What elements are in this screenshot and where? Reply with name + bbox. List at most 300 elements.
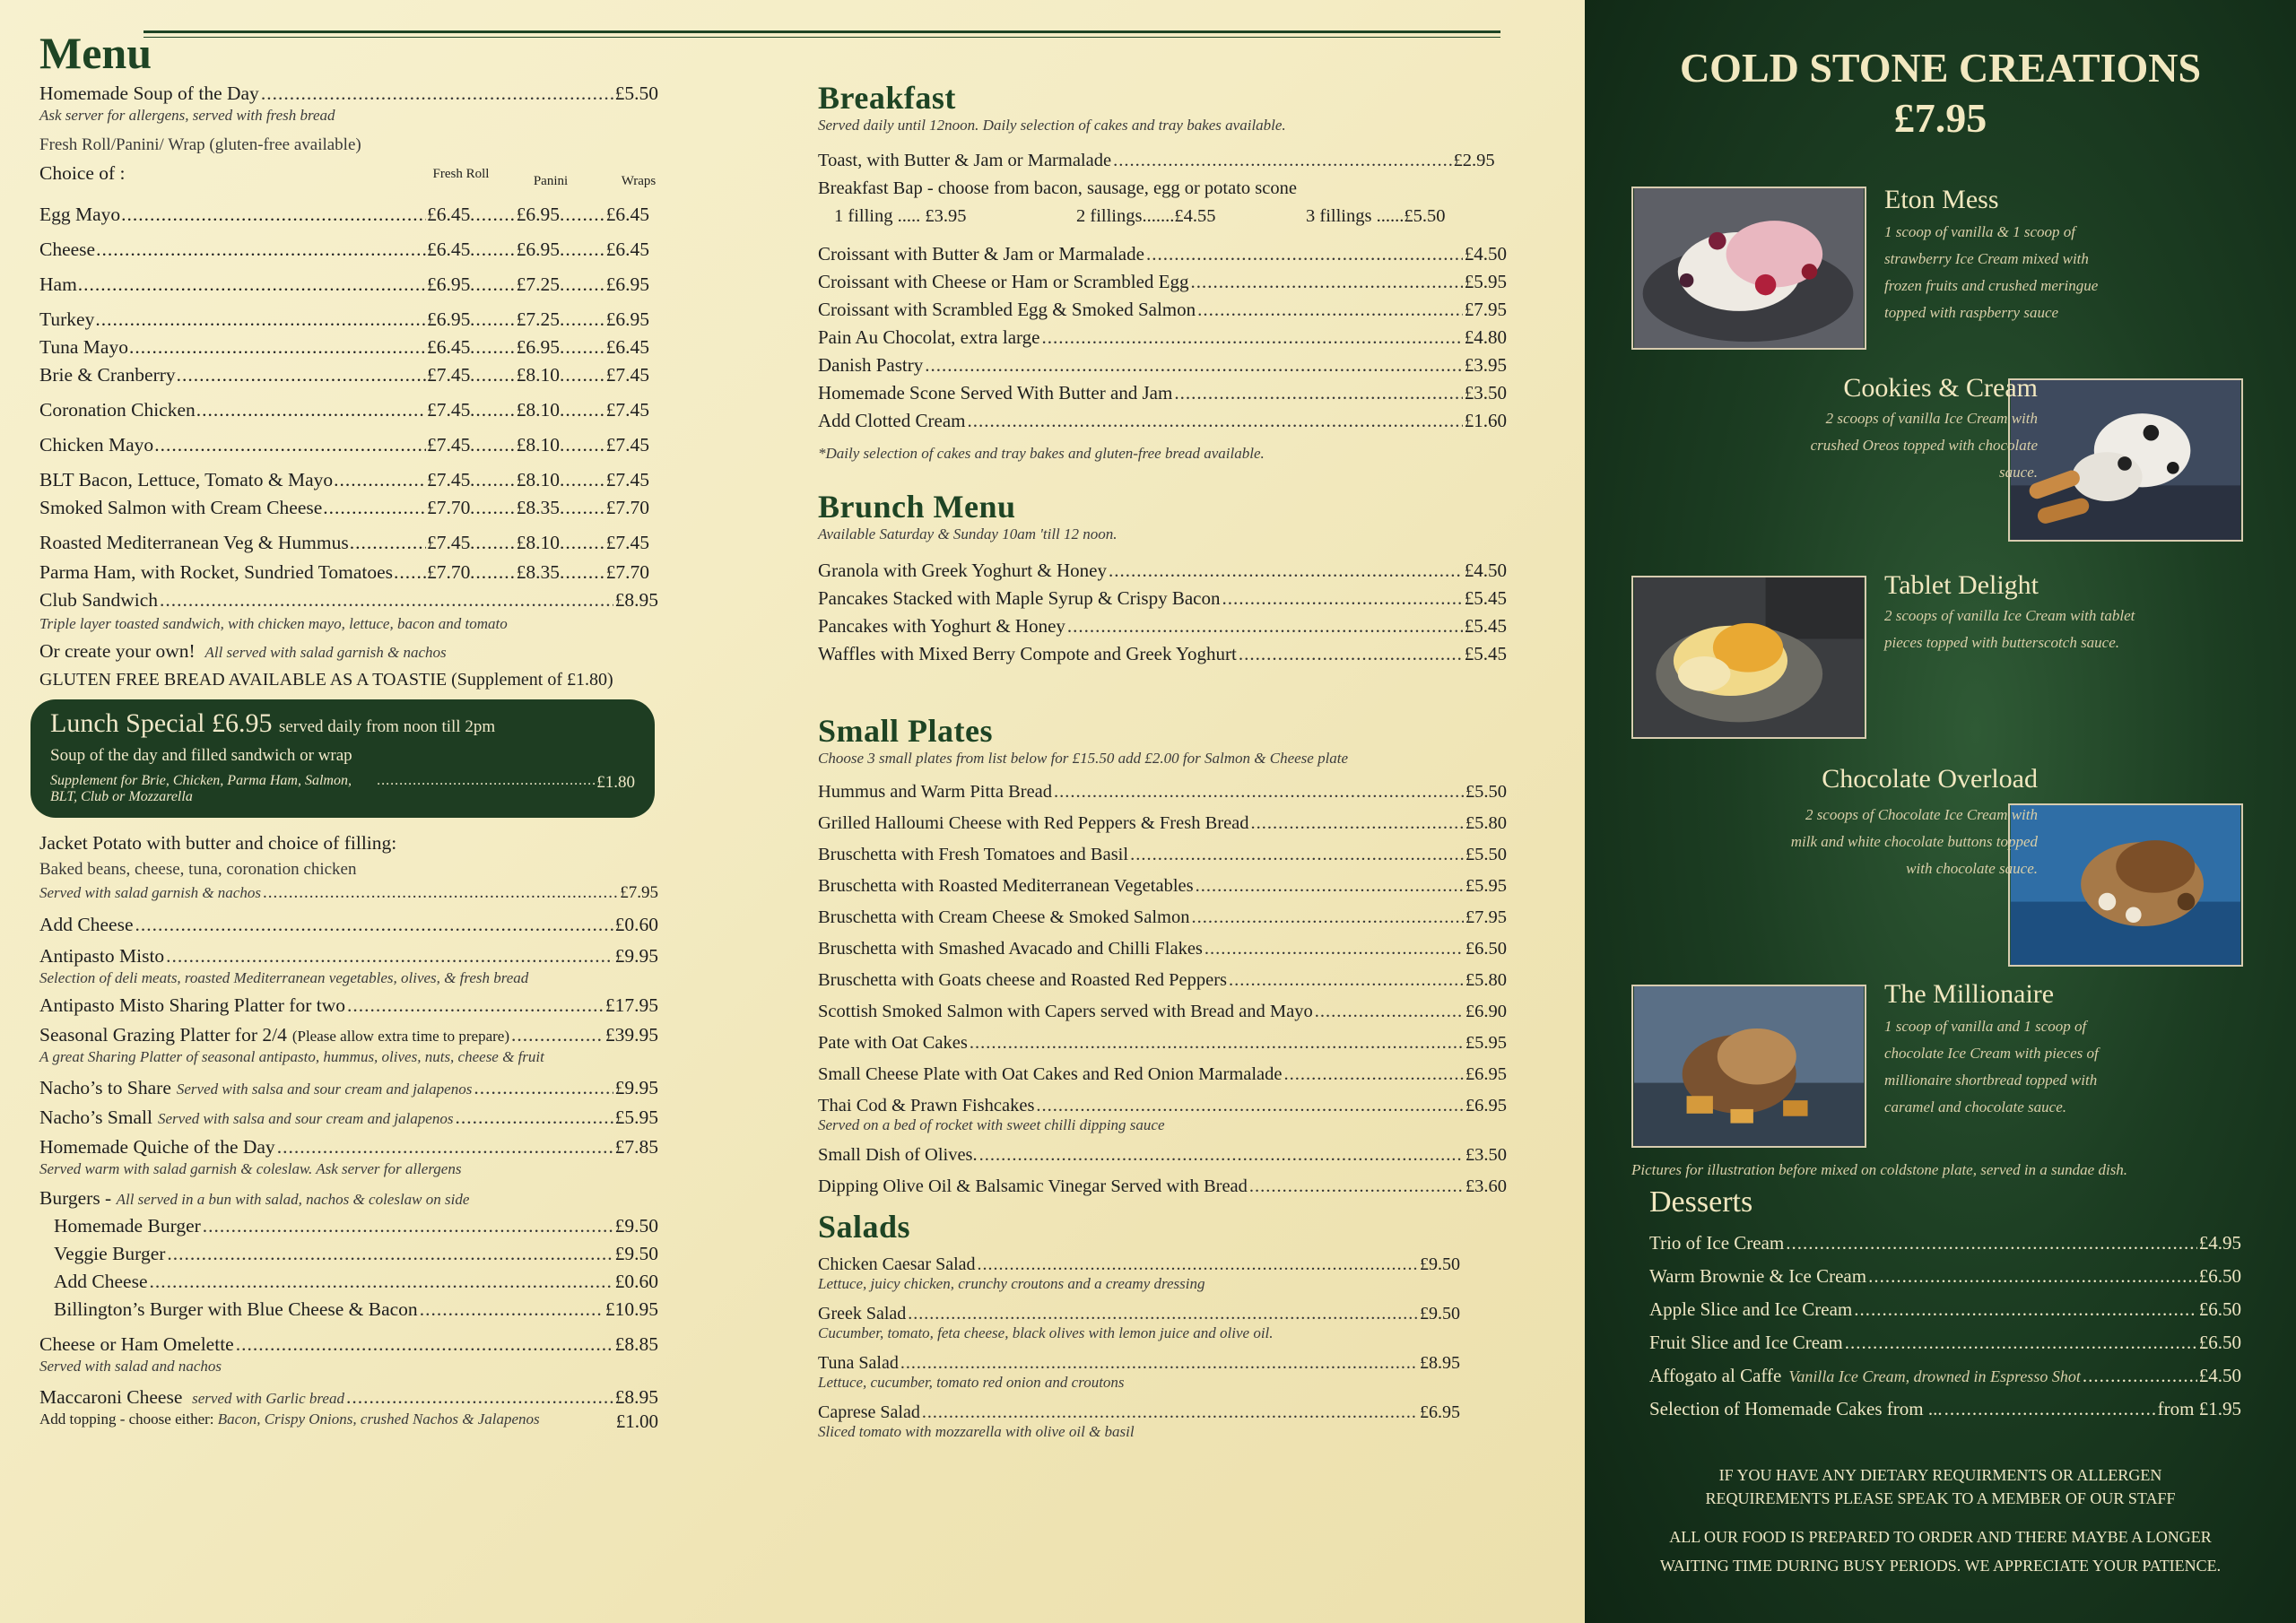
- price-roll-cell: [427, 561, 470, 584]
- item-name: Antipasto Misto Sharing Platter for two: [39, 994, 345, 1016]
- item-name-note: (Please allow extra time to prepare): [291, 1028, 509, 1045]
- menu-item: [818, 1176, 1507, 1197]
- breakfast-footnote: *Daily selection of cakes and tray bakes and gluten-free bread available.: [818, 445, 1265, 462]
- leader-dots: [1191, 271, 1463, 293]
- price-roll: £6.45: [427, 204, 471, 225]
- item-name-note: Vanilla Ice Cream, drowned in Espresso Shot: [1788, 1367, 2081, 1385]
- item-name: Toast, with Butter & Jam or Marmalade: [818, 151, 1112, 170]
- burgers-note: All served in a bun with salad, nachos & coleslaw on side: [116, 1191, 470, 1208]
- menu-item: [39, 82, 658, 105]
- item-name: Homemade Soup of the Day: [39, 82, 259, 104]
- bap-option-label: 2 fillings: [1076, 206, 1143, 226]
- menu-item: [818, 907, 1507, 928]
- price-wrap-cell: [560, 204, 649, 226]
- topping-row: [39, 1410, 658, 1433]
- price-wrap-cell: [560, 532, 649, 554]
- desc-line: frozen fruits and crushed meringue: [1884, 277, 2099, 294]
- cookies-cream-photo: [2008, 378, 2243, 542]
- leader-dots: [560, 273, 606, 296]
- item-name: Selection of Homemade Cakes from ...: [1649, 1398, 1943, 1419]
- leader-dots: [1054, 782, 1464, 803]
- dessert-item: [1649, 1365, 2241, 1387]
- price-panini-cell: [470, 336, 560, 359]
- leader-dots: [908, 1304, 1418, 1324]
- filling-name-cell: [39, 336, 427, 359]
- bap-option: 2 fillings.......£4.55: [1076, 206, 1216, 226]
- lunch-supplement: [50, 773, 635, 805]
- filling-row: [39, 532, 658, 554]
- lunch-supplement-text: Supplement for Brie, Chicken, Parma Ham, Salmon, BLT, Club or Mozzarella: [50, 773, 352, 804]
- price-panini: £8.10: [516, 399, 560, 421]
- leader-dots: [350, 532, 426, 554]
- leader-dots: [470, 336, 517, 359]
- item-note: Triple layer toasted sandwich, with chicken mayo, lettuce, bacon and tomato: [39, 615, 508, 632]
- leader-dots: [1146, 243, 1463, 265]
- menu-item: [818, 1304, 1507, 1324]
- roll-options: Fresh Roll/Panini/ Wrap (gluten-free available): [39, 135, 361, 154]
- price-wrap-cell: [560, 336, 649, 359]
- brunch-subtitle: Available Saturday & Sunday 10am 'till 12 noon.: [818, 525, 1118, 542]
- cookies-cream-title: Cookies & Cream: [1843, 373, 2038, 403]
- bap-option-price: £4.55: [1174, 206, 1216, 226]
- item-price: £9.50: [1420, 1254, 1460, 1274]
- leader-dots: [470, 204, 517, 226]
- leader-dots: [261, 82, 613, 105]
- menu-item: [39, 1107, 658, 1129]
- item-note: Lettuce, cucumber, tomato red onion and croutons: [818, 1374, 1125, 1391]
- leader-dots: [277, 1136, 613, 1159]
- price-roll: £7.45: [427, 469, 471, 490]
- small-plates-title: Small Plates: [818, 713, 993, 749]
- filling-name-cell: [39, 532, 427, 554]
- leader-dots: [154, 434, 426, 456]
- topping-options: Bacon, Crispy Onions, crushed Nachos & Jalapenos: [217, 1410, 540, 1428]
- leader-dots: [129, 336, 426, 359]
- bap-option-price: £5.50: [1404, 206, 1446, 226]
- leader-dots: [560, 308, 606, 331]
- leader-dots: [1130, 845, 1464, 865]
- lunch-title: [50, 708, 635, 739]
- item-price: £7.85: [614, 1136, 658, 1158]
- lunch-supplement-price: £1.80: [596, 773, 635, 792]
- item-price: £39.95: [604, 1024, 658, 1046]
- price-panini-cell: [470, 273, 560, 296]
- item-price: £17.95: [604, 994, 658, 1016]
- desc-line: with chocolate sauce.: [1906, 860, 2038, 877]
- cold-stone-price: £7.95: [1893, 95, 1987, 141]
- item-price: £5.45: [1464, 587, 1507, 609]
- filling-name: Turkey: [39, 308, 95, 330]
- item-name: Dipping Olive Oil & Balsamic Vinegar Served with Bread: [818, 1176, 1248, 1196]
- leader-dots: [560, 561, 606, 584]
- item-name: Veggie Burger: [54, 1243, 166, 1264]
- note-line: REQUIREMENTS PLEASE SPEAK TO A MEMBER OF OUR STAFF: [1705, 1489, 2176, 1507]
- item-price: £4.50: [2198, 1365, 2241, 1386]
- dessert-item: [1649, 1265, 2241, 1288]
- chocolate-overload-photo: [2008, 803, 2243, 967]
- bap-option-label: 3 fillings: [1306, 206, 1372, 226]
- item-name: Danish Pastry: [818, 354, 924, 376]
- chocolate-overload-title: Chocolate Overload: [1822, 764, 2038, 794]
- price-wrap-cell: [560, 497, 649, 519]
- leader-dots: [263, 883, 618, 903]
- price-panini: £8.10: [516, 364, 560, 386]
- item-note: Served with salad and nachos: [39, 1358, 222, 1375]
- item-name: Warm Brownie & Ice Cream: [1649, 1265, 1867, 1287]
- menu-item: [818, 1254, 1507, 1275]
- filling-row: [39, 308, 658, 331]
- menu-title: Menu: [39, 28, 152, 78]
- item-price: £5.45: [1464, 643, 1507, 664]
- item-name: Antipasto Misto: [39, 945, 165, 967]
- menu-item: [818, 876, 1507, 897]
- topping-price: £1.00: [615, 1410, 658, 1432]
- price-wrap: £7.45: [605, 399, 649, 421]
- leader-dots: [470, 399, 517, 421]
- item-price: £5.95: [1465, 876, 1507, 896]
- item-name: Small Dish of Olives.: [818, 1145, 978, 1165]
- item-name-note: Served with salsa and sour cream and jalapenos: [176, 1081, 473, 1098]
- item-price: £8.95: [1420, 1353, 1460, 1373]
- price-wrap: £6.95: [605, 308, 649, 330]
- burgers-heading: [39, 1187, 658, 1210]
- tablet-delight-title: Tablet Delight: [1884, 570, 2039, 600]
- leader-dots: [970, 1033, 1464, 1054]
- leader-dots: [96, 239, 426, 261]
- price-roll-cell: [427, 273, 470, 296]
- desc-line: strawberry Ice Cream mixed with: [1884, 250, 2089, 267]
- bap-option: 1 filling ..... £3.95: [834, 206, 967, 226]
- chocolate-overload-image: [2010, 805, 2241, 965]
- filling-name-cell: [39, 204, 427, 226]
- leader-dots: [166, 945, 613, 968]
- menu-item: [818, 1145, 1507, 1166]
- filling-row: [39, 561, 658, 584]
- price-wrap-cell: [560, 434, 649, 456]
- desc-line: 1 scoop of vanilla & 1 scoop of: [1884, 223, 2075, 240]
- leader-dots: [347, 994, 604, 1017]
- lunch-title-text: Lunch Special £6.95: [50, 708, 273, 738]
- item-name: Thai Cod & Prawn Fishcakes: [818, 1096, 1035, 1115]
- leader-dots: [177, 364, 426, 386]
- price-panini-cell: [470, 469, 560, 491]
- item-price: £5.50: [614, 82, 658, 104]
- item-name: Cheese or Ham Omelette: [39, 1333, 234, 1355]
- eton-mess-desc: [1884, 219, 2098, 326]
- price-panini-cell: [470, 364, 560, 386]
- item-price: £10.95: [604, 1298, 658, 1320]
- item-note: Lettuce, juicy chicken, crunchy croutons and a creamy dressing: [818, 1275, 1205, 1292]
- menu-item: [39, 883, 658, 903]
- menu-item: [818, 970, 1507, 991]
- price-roll-cell: [427, 204, 470, 226]
- dessert-item: [1649, 1232, 2241, 1254]
- leader-dots: [560, 399, 606, 421]
- item-name: Add Cheese: [39, 914, 134, 935]
- item-name: Trio of Ice Cream: [1649, 1232, 1785, 1254]
- filling-name: BLT Bacon, Lettuce, Tomato & Mayo: [39, 469, 334, 490]
- desc-line: 1 scoop of vanilla and 1 scoop of: [1884, 1018, 2087, 1035]
- filling-name: Parma Ham, with Rocket, Sundried Tomatoes: [39, 561, 393, 583]
- item-name: Bruschetta with Roasted Mediterranean Vegetables: [818, 876, 1194, 896]
- item-price: £6.95: [1465, 1096, 1507, 1115]
- leader-dots: [1284, 1064, 1464, 1085]
- item-name: Scottish Smoked Salmon with Capers served with Bread and Mayo: [818, 1002, 1313, 1021]
- item-name: Pate with Oat Cakes: [818, 1033, 968, 1053]
- desc-line: caramel and chocolate sauce.: [1884, 1098, 2066, 1115]
- item-name: Maccaroni Cheese: [39, 1386, 183, 1408]
- price-panini-cell: [470, 239, 560, 261]
- item-name: Croissant with Cheese or Ham or Scrambled Egg: [818, 271, 1189, 292]
- topping-label: Add topping - choose either:: [39, 1410, 214, 1428]
- leader-dots: [135, 914, 613, 936]
- price-wrap: £7.70: [605, 497, 649, 518]
- filling-name-cell: [39, 364, 427, 386]
- price-wrap-cell: [560, 469, 649, 491]
- filling-row: [39, 273, 658, 296]
- item-name: Nacho’s Small: [39, 1107, 152, 1128]
- item-price: £5.45: [1464, 615, 1507, 637]
- leader-dots: [167, 1243, 613, 1265]
- item-name: Apple Slice and Ice Cream: [1649, 1298, 1853, 1320]
- leader-dots: [1944, 1398, 2156, 1420]
- price-roll-cell: [427, 469, 470, 491]
- item-price: £9.50: [1420, 1304, 1460, 1324]
- bap-option-price: £3.95: [925, 206, 967, 226]
- price-wrap-cell: [560, 273, 649, 296]
- desc-line: 2 scoops of vanilla Ice Cream with: [1825, 410, 2038, 427]
- menu-item: [54, 1271, 658, 1293]
- filling-name-cell: [39, 434, 427, 456]
- price-roll-cell: [427, 308, 470, 331]
- leader-dots: [420, 1298, 604, 1321]
- item-note: Served with salad garnish & nachos: [39, 884, 261, 901]
- item-name: Croissant with Scrambled Egg & Smoked Salmon: [818, 299, 1196, 320]
- item-name: Granola with Greek Yoghurt & Honey: [818, 560, 1107, 581]
- leader-dots: [560, 364, 606, 386]
- menu-item: [54, 1215, 658, 1237]
- item-price: £6.50: [2198, 1265, 2241, 1287]
- fillings-table: [39, 204, 658, 584]
- leader-dots: [560, 469, 606, 491]
- leader-dots: [95, 308, 426, 331]
- menu-item: [818, 382, 1507, 404]
- item-name: Hummus and Warm Pitta Bread: [818, 782, 1053, 802]
- item-name: Add Cheese: [54, 1271, 148, 1292]
- item-name: Seasonal Grazing Platter for 2/4: [39, 1024, 287, 1046]
- middle-column: [818, 79, 1507, 1441]
- desserts-title: Desserts: [1649, 1185, 1753, 1219]
- item-name: Waffles with Mixed Berry Compote and Greek Yoghurt: [818, 643, 1237, 664]
- leader-dots: [1036, 1096, 1463, 1116]
- leader-dots: [2083, 1365, 2197, 1387]
- item-name: Tuna Salad: [818, 1353, 899, 1373]
- gluten-free-note: GLUTEN FREE BREAD AVAILABLE AS A TOASTIE (Supplement of £1.80): [39, 670, 613, 690]
- leader-dots: [160, 589, 613, 612]
- cold-stone-header: [1585, 43, 2296, 143]
- item-price: £6.50: [2198, 1298, 2241, 1320]
- menu-item: [818, 813, 1507, 834]
- filling-name: Egg Mayo: [39, 204, 121, 225]
- leader-dots: [1041, 326, 1462, 349]
- filling-name: Roasted Mediterranean Veg & Hummus: [39, 532, 349, 553]
- item-price: £2.95: [1453, 151, 1495, 170]
- leader-dots: [236, 1333, 613, 1356]
- leader-dots: [900, 1353, 1418, 1374]
- item-name: Club Sandwich: [39, 589, 158, 611]
- item-note: Sliced tomato with mozzarella with olive oil & basil: [818, 1423, 1135, 1440]
- leader-dots: [1868, 1265, 2197, 1288]
- breakfast-subtitle: Served daily until 12noon. Daily selection of cakes and tray bakes available.: [818, 117, 1286, 134]
- tablet-delight-photo: [1631, 576, 1866, 739]
- leader-dots: [470, 561, 517, 584]
- leader-dots: [1854, 1298, 2197, 1321]
- item-price: £7.95: [1464, 299, 1507, 320]
- price-panini-cell: [470, 399, 560, 421]
- item-name: Fruit Slice and Ice Cream: [1649, 1332, 1843, 1353]
- item-price: £8.95: [614, 1386, 658, 1408]
- item-name: Pancakes Stacked with Maple Syrup & Crispy Bacon: [818, 587, 1221, 609]
- filling-name-cell: [39, 308, 427, 331]
- menu-item: [818, 410, 1507, 432]
- desserts-section: [1649, 1185, 2241, 1420]
- filling-name-cell: [39, 239, 427, 261]
- item-price: £8.95: [614, 589, 658, 611]
- menu-item: [818, 615, 1507, 638]
- price-roll-cell: [427, 497, 470, 519]
- filling-name: Smoked Salmon with Cream Cheese: [39, 497, 323, 518]
- price-wrap: £7.45: [605, 469, 649, 490]
- filling-row: [39, 204, 658, 226]
- item-name: Pain Au Chocolat, extra large: [818, 326, 1040, 348]
- leader-dots: [470, 469, 517, 491]
- item-price: from £1.95: [2157, 1398, 2241, 1419]
- item-price: £1.60: [1464, 410, 1507, 431]
- filling-name: Tuna Mayo: [39, 336, 128, 358]
- leader-dots: [474, 1077, 613, 1099]
- item-note: Served on a bed of rocket with sweet chilli dipping sauce: [818, 1116, 1165, 1133]
- filling-row: [39, 399, 658, 421]
- item-price: £6.90: [1465, 1002, 1507, 1021]
- item-price: £6.95: [1465, 1064, 1507, 1084]
- leader-dots: [1109, 560, 1463, 582]
- desc-line: 2 scoops of vanilla Ice Cream with tablet: [1884, 607, 2135, 624]
- item-name: Nacho’s to Share: [39, 1077, 171, 1098]
- dessert-item: [1649, 1398, 2241, 1420]
- item-price: £9.50: [614, 1243, 658, 1264]
- leader-dots: [925, 354, 1463, 377]
- item-name: Bruschetta with Smashed Avacado and Chilli Flakes: [818, 939, 1203, 959]
- note-line: ALL OUR FOOD IS PREPARED TO ORDER AND THERE MAYBE A LONGER: [1669, 1528, 2212, 1546]
- burgers-list: [39, 1215, 658, 1321]
- item-price: £7.95: [1465, 907, 1507, 927]
- leader-dots: [1113, 151, 1451, 171]
- price-panini-cell: [470, 204, 560, 226]
- price-wrap-cell: [560, 308, 649, 331]
- price-panini: £8.10: [516, 532, 560, 553]
- menu-item: [818, 939, 1507, 959]
- leader-dots: [470, 497, 517, 519]
- item-name: Homemade Scone Served With Butter and Jam: [818, 382, 1173, 404]
- millionaire-title: The Millionaire: [1884, 979, 2055, 1009]
- breakfast-title: Breakfast: [818, 80, 956, 116]
- header-fresh-roll: Fresh Roll: [432, 167, 490, 181]
- bap-fillings: [818, 206, 1507, 227]
- price-panini: £7.25: [516, 273, 560, 295]
- leader-dots: [560, 497, 606, 519]
- item-price: £9.95: [614, 945, 658, 967]
- illustration-note: Pictures for illustration before mixed on coldstone plate, served in a sundae dish.: [1631, 1161, 2128, 1178]
- cold-stone-panel: [1585, 0, 2296, 1623]
- tablet-delight-image: [1633, 577, 1865, 737]
- price-panini: £7.25: [516, 308, 560, 330]
- filling-name: Coronation Chicken: [39, 399, 196, 421]
- item-price: £8.85: [614, 1333, 658, 1355]
- menu-item: [39, 914, 658, 936]
- leader-dots: [560, 532, 606, 554]
- leader-dots: [470, 308, 517, 331]
- leader-dots: [1249, 1176, 1464, 1197]
- price-wrap: £7.70: [605, 561, 649, 583]
- item-price: £3.60: [1465, 1176, 1507, 1196]
- item-note: Ask server for allergens, served with fresh bread: [39, 107, 335, 124]
- item-name: Bruschetta with Cream Cheese & Smoked Salmon: [818, 907, 1190, 927]
- filling-name-cell: [39, 469, 427, 491]
- leader-dots: [334, 469, 426, 491]
- item-name: Grilled Halloumi Cheese with Red Peppers & Fresh Bread: [818, 813, 1249, 833]
- item-price: £4.95: [2198, 1232, 2241, 1254]
- item-name-note: Served with salsa and sour cream and jalapenos: [158, 1110, 454, 1127]
- price-panini-cell: [470, 561, 560, 584]
- menu-item: [39, 589, 658, 612]
- price-roll-cell: [427, 239, 470, 261]
- price-wrap: £7.45: [605, 364, 649, 386]
- item-name: Homemade Quiche of the Day: [39, 1136, 275, 1158]
- menu-item: [818, 1096, 1507, 1116]
- leader-dots: [560, 239, 606, 261]
- filling-row: [39, 434, 658, 456]
- leader-dots: [150, 1271, 613, 1293]
- menu-item: [54, 1298, 658, 1321]
- note-line: WAITING TIME DURING BUSY PERIODS. WE APPRECIATE YOUR PATIENCE.: [1659, 1557, 2222, 1575]
- menu-item: [39, 1077, 658, 1099]
- small-plates-subtitle: Choose 3 small plates from list below for £15.50 add £2.00 for Salmon & Cheese plate: [818, 750, 1349, 767]
- leader-dots: [1845, 1332, 2197, 1354]
- item-name: Add Clotted Cream: [818, 410, 966, 431]
- menu-item: [818, 151, 1507, 171]
- lunch-description: Soup of the day and filled sandwich or wrap: [50, 746, 352, 765]
- header-panini: Panini: [533, 174, 569, 188]
- price-roll: £6.95: [427, 273, 471, 295]
- menu-item: [39, 1386, 658, 1409]
- dessert-item: [1649, 1332, 2241, 1354]
- leader-dots: [1315, 1002, 1464, 1022]
- cookies-cream-desc: [1811, 405, 2038, 486]
- filling-row: [39, 497, 658, 519]
- item-note: Selection of deli meats, roasted Mediterranean vegetables, olives, & fresh bread: [39, 969, 529, 986]
- item-price: £3.95: [1464, 354, 1507, 376]
- item-price: £5.80: [1465, 813, 1507, 833]
- filling-name: Brie & Cranberry: [39, 364, 176, 386]
- leader-dots: [922, 1402, 1418, 1423]
- leader-dots: [560, 434, 606, 456]
- cold-stone-title: COLD STONE CREATIONS: [1679, 45, 2202, 91]
- menu-item: [818, 643, 1507, 665]
- leader-dots: [1174, 382, 1462, 404]
- item-name: Chicken Caesar Salad: [818, 1254, 976, 1274]
- item-name: Pancakes with Yoghurt & Honey: [818, 615, 1065, 637]
- item-price: £6.50: [2198, 1332, 2241, 1353]
